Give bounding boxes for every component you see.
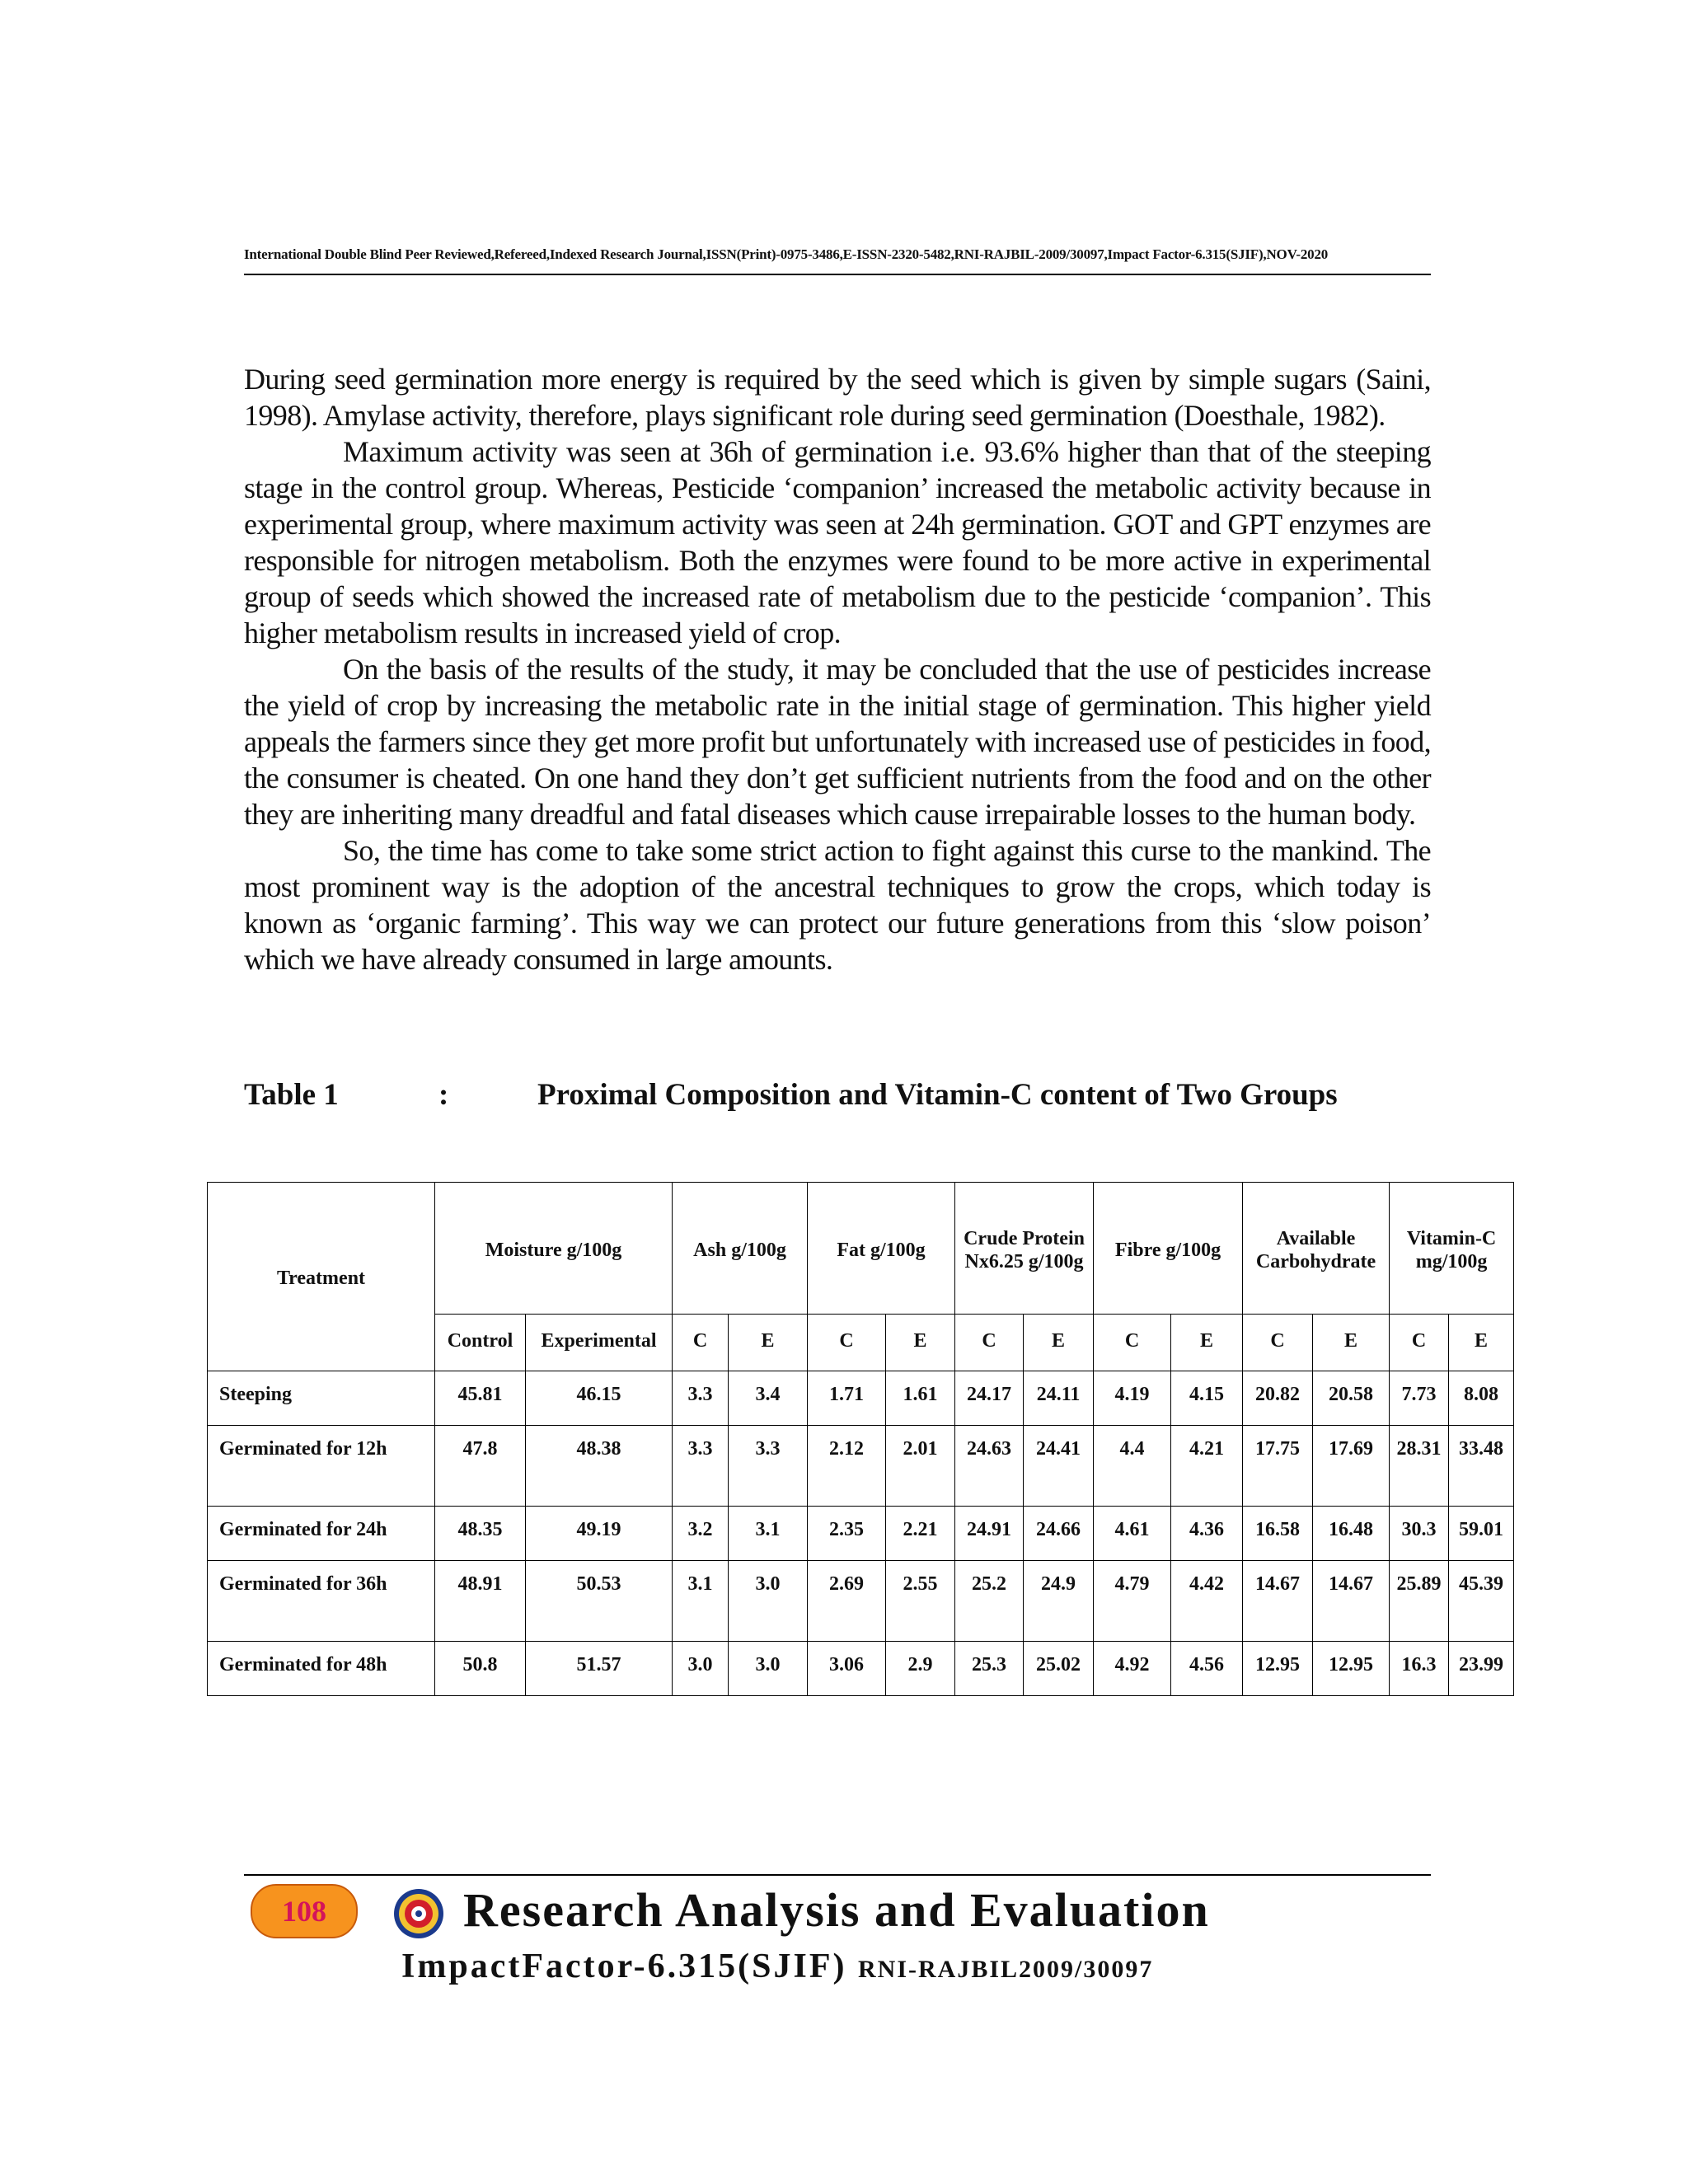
table-cell: 4.15: [1171, 1371, 1243, 1426]
rni-number: RNI-RAJBIL2009/30097: [858, 1956, 1154, 1983]
table-cell: 3.0: [673, 1642, 729, 1696]
table-cell: 4.42: [1171, 1561, 1243, 1642]
paragraph-4: So, the time has come to take some strict action to fight against this curse to the mankind. The most prominent way is the adoption of the ancestral techniques to grow the crops, which today is known as ‘organic farming’. This way we can protect our future generations from this ‘slow poison’ which we have already consumed in large amounts.: [244, 834, 1431, 976]
crude-protein-header: Crude Protein Nx6.25 g/100g: [955, 1183, 1094, 1315]
page-number-badge: 108: [251, 1884, 358, 1938]
row-label: Germinated for 12h: [208, 1426, 435, 1507]
impact-factor: ImpactFactor-6.315(SJIF): [401, 1947, 847, 1985]
table-cell: 4.92: [1094, 1642, 1171, 1696]
table-cell: 3.0: [729, 1642, 808, 1696]
subheader-carb-c: C: [1243, 1315, 1313, 1371]
moisture-header: Moisture g/100g: [435, 1183, 673, 1315]
table-cell: 48.35: [435, 1507, 526, 1561]
fat-header: Fat g/100g: [808, 1183, 955, 1315]
table-cell: 3.06: [808, 1642, 886, 1696]
subheader-protein-e: E: [1024, 1315, 1094, 1371]
table-cell: 24.17: [955, 1371, 1024, 1426]
table-cell: 2.21: [886, 1507, 955, 1561]
table-cell: 3.4: [729, 1371, 808, 1426]
subheader-fat-c: C: [808, 1315, 886, 1371]
table-cell: 45.39: [1449, 1561, 1514, 1642]
table-cell: 17.75: [1243, 1426, 1313, 1507]
journal-seal-icon: [392, 1887, 445, 1940]
table-cell: 4.36: [1171, 1507, 1243, 1561]
table-row: [208, 1507, 1514, 1561]
table-cell: 17.69: [1313, 1426, 1390, 1507]
header-rule: [244, 274, 1431, 275]
subheader-fat-e: E: [886, 1315, 955, 1371]
table-cell: 48.91: [435, 1561, 526, 1642]
journal-impact-line: [401, 1947, 1153, 1986]
table-cell: 7.73: [1390, 1371, 1449, 1426]
table-group-header-row: [208, 1183, 1514, 1315]
table-cell: 24.63: [955, 1426, 1024, 1507]
table-cell: 24.91: [955, 1507, 1024, 1561]
table-cell: 25.02: [1024, 1642, 1094, 1696]
row-label: Germinated for 48h: [208, 1642, 435, 1696]
fibre-header: Fibre g/100g: [1094, 1183, 1243, 1315]
table-cell: 2.35: [808, 1507, 886, 1561]
subheader-ash-c: C: [673, 1315, 729, 1371]
table-cell: 4.4: [1094, 1426, 1171, 1507]
table-cell: 24.41: [1024, 1426, 1094, 1507]
row-label: Germinated for 36h: [208, 1561, 435, 1642]
subheader-fibre-c: C: [1094, 1315, 1171, 1371]
row-label: Germinated for 24h: [208, 1507, 435, 1561]
table-cell: 12.95: [1313, 1642, 1390, 1696]
table-cell: 4.61: [1094, 1507, 1171, 1561]
table-cell: 23.99: [1449, 1642, 1514, 1696]
table-cell: 16.3: [1390, 1642, 1449, 1696]
table-cell: 30.3: [1390, 1507, 1449, 1561]
table-cell: 8.08: [1449, 1371, 1514, 1426]
treatment-header: Treatment: [208, 1183, 435, 1371]
paragraph-3: On the basis of the results of the study, it may be concluded that the use of pesticides increase the yield of crop by increasing the metabolic rate in the initial stage of germination. This higher yield appeals the farmers since they get more profit but unfortunately with increased use of pesticides in food, the consumer is cheated. On one hand they don’t get sufficient nutrients from the food and on the other they are inheriting many dreadful and fatal diseases which cause irrepairable losses to the human body.: [244, 653, 1431, 831]
subheader-ash-e: E: [729, 1315, 808, 1371]
journal-name: Research Analysis and Evaluation: [463, 1883, 1210, 1937]
table-cell: 50.8: [435, 1642, 526, 1696]
available-carbohydrate-header: Available Carbohydrate: [1243, 1183, 1390, 1315]
table-cell: 12.95: [1243, 1642, 1313, 1696]
table-title: Proximal Composition and Vitamin-C content of Two Groups: [537, 1078, 1338, 1112]
table-cell: 24.9: [1024, 1561, 1094, 1642]
table-cell: 3.1: [729, 1507, 808, 1561]
table-cell: 2.9: [886, 1642, 955, 1696]
table-cell: 45.81: [435, 1371, 526, 1426]
footer-rule: [244, 1874, 1431, 1876]
table-cell: 49.19: [526, 1507, 673, 1561]
article-body: [244, 361, 1431, 977]
table-cell: 25.3: [955, 1642, 1024, 1696]
table-cell: 24.11: [1024, 1371, 1094, 1426]
table-cell: 1.61: [886, 1371, 955, 1426]
subheader-control: Control: [435, 1315, 526, 1371]
table-cell: 1.71: [808, 1371, 886, 1426]
table-cell: 3.2: [673, 1507, 729, 1561]
table-cell: 59.01: [1449, 1507, 1514, 1561]
table-cell: 25.89: [1390, 1561, 1449, 1642]
subheader-vitc-c: C: [1390, 1315, 1449, 1371]
table-row: [208, 1642, 1514, 1696]
table-cell: 4.56: [1171, 1642, 1243, 1696]
subheader-carb-e: E: [1313, 1315, 1390, 1371]
table-cell: 25.2: [955, 1561, 1024, 1642]
table-row: [208, 1426, 1514, 1507]
table-cell: 20.58: [1313, 1371, 1390, 1426]
table-cell: 16.58: [1243, 1507, 1313, 1561]
table-cell: 14.67: [1243, 1561, 1313, 1642]
table-cell: 3.1: [673, 1561, 729, 1642]
subheader-protein-c: C: [955, 1315, 1024, 1371]
table-cell: 14.67: [1313, 1561, 1390, 1642]
table-caption-colon: :: [438, 1078, 449, 1112]
table-cell: 24.66: [1024, 1507, 1094, 1561]
row-label: Steeping: [208, 1371, 435, 1426]
table-cell: 3.3: [673, 1426, 729, 1507]
subheader-fibre-e: E: [1171, 1315, 1243, 1371]
table-cell: 16.48: [1313, 1507, 1390, 1561]
table-cell: 28.31: [1390, 1426, 1449, 1507]
subheader-experimental: Experimental: [526, 1315, 673, 1371]
running-header: International Double Blind Peer Reviewed,Refereed,Indexed Research Journal,ISSN(Print)-0975-3486,E-ISSN-2320-5482,RNI-RAJBIL-2009/30097,Impact Factor-6.315(SJIF),NOV-2020: [244, 246, 1329, 262]
ash-header: Ash g/100g: [673, 1183, 808, 1315]
table-cell: 20.82: [1243, 1371, 1313, 1426]
table-cell: 48.38: [526, 1426, 673, 1507]
table-row: [208, 1561, 1514, 1642]
subheader-vitc-e: E: [1449, 1315, 1514, 1371]
table-label: Table 1: [244, 1078, 339, 1112]
table-cell: 50.53: [526, 1561, 673, 1642]
table-cell: 2.69: [808, 1561, 886, 1642]
table-cell: 3.0: [729, 1561, 808, 1642]
table-cell: 2.55: [886, 1561, 955, 1642]
table-row: [208, 1371, 1514, 1426]
vitamin-c-header: Vitamin-C mg/100g: [1390, 1183, 1514, 1315]
table-cell: 47.8: [435, 1426, 526, 1507]
table-cell: 4.21: [1171, 1426, 1243, 1507]
table-cell: 2.12: [808, 1426, 886, 1507]
table-cell: 51.57: [526, 1642, 673, 1696]
paragraph-1: During seed germination more energy is required by the seed which is given by simple sugars (Saini, 1998). Amylase activity, therefore, plays significant role during seed germination (Doesthale, 1982).: [244, 363, 1431, 432]
composition-table: [207, 1182, 1514, 1696]
table-cell: 33.48: [1449, 1426, 1514, 1507]
table-cell: 2.01: [886, 1426, 955, 1507]
paragraph-2: Maximum activity was seen at 36h of germination i.e. 93.6% higher than that of the steeping stage in the control group. Whereas, Pesticide ‘companion’ increased the metabolic activity because in experimental group, where maximum activity was seen at 24h germination. GOT and GPT enzymes are responsible for nitrogen metabolism. Both the enzymes were found to be more active in experimental group of seeds which showed the increased rate of metabolism due to the pesticide ‘companion’. This higher metabolism results in increased yield of crop.: [244, 435, 1431, 649]
table-cell: 4.19: [1094, 1371, 1171, 1426]
table-cell: 3.3: [673, 1371, 729, 1426]
table-cell: 46.15: [526, 1371, 673, 1426]
table-cell: 4.79: [1094, 1561, 1171, 1642]
table-cell: 3.3: [729, 1426, 808, 1507]
